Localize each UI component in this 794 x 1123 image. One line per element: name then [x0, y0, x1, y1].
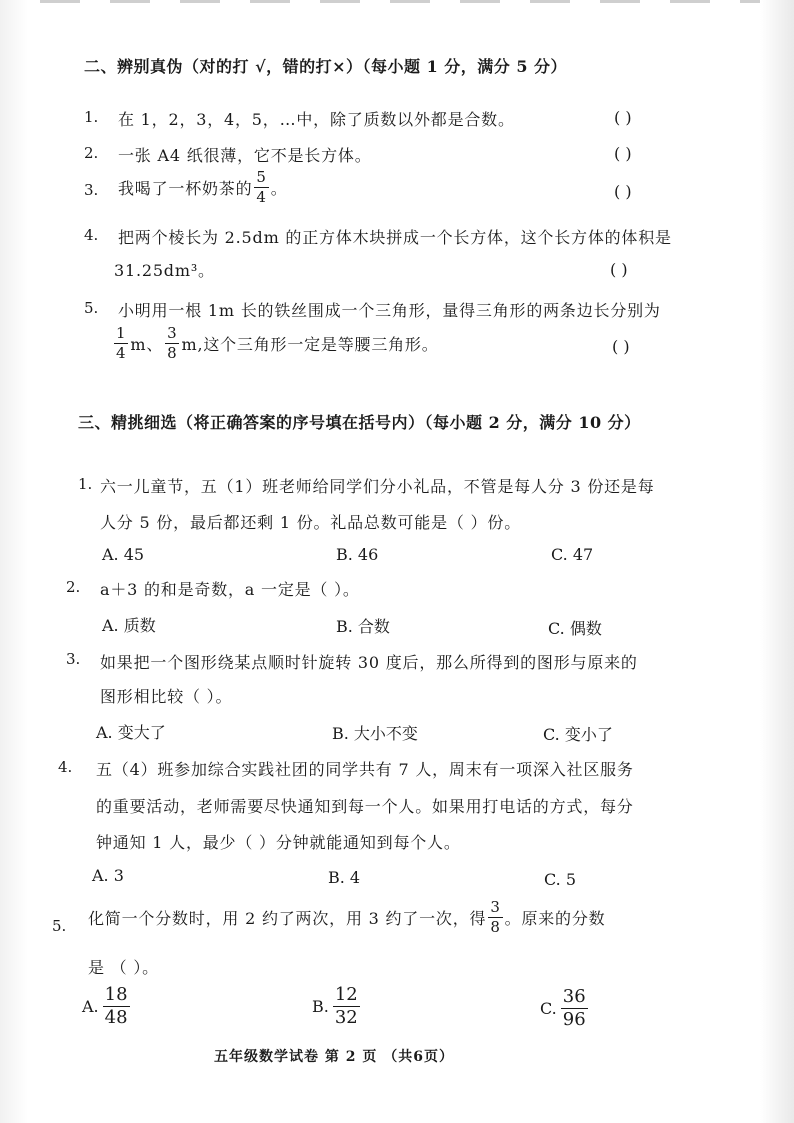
option-b[interactable]: [312, 986, 362, 1027]
question-text: 一张 A4 纸很薄，它不是长方体。: [118, 146, 372, 165]
fraction: [254, 170, 268, 205]
option-b[interactable]: B. 合数: [336, 617, 390, 636]
question-text-line2: 的重要活动，老师需要尽快通知到每一个人。如果用打电话的方式，每分: [96, 797, 634, 816]
option-label: A.: [82, 997, 99, 1016]
top-edge-marks: [40, 0, 760, 3]
question-text: 在 1，2，3，4，5，…中，除了质数以外都是合数。: [118, 110, 515, 129]
fraction-denominator: 8: [490, 918, 501, 936]
option-a[interactable]: A. 质数: [102, 616, 156, 635]
question-text-before: 化简一个分数时，用 2 约了两次，用 3 约了一次，得: [88, 909, 487, 928]
fraction: [114, 326, 128, 361]
fraction-denominator: 4: [116, 344, 127, 362]
answer-blank[interactable]: ( ): [614, 144, 632, 163]
option-a[interactable]: A. 3: [92, 866, 124, 885]
fraction-numerator: 36: [562, 986, 586, 1007]
fraction-denominator: 32: [334, 1007, 358, 1028]
fraction: [103, 986, 130, 1027]
fraction: [561, 988, 588, 1029]
question-number: 4.: [84, 226, 99, 244]
question-number: 4.: [58, 758, 73, 776]
question-text-line1: 小明用一根 1m 长的铁丝围成一个三角形，量得三角形的两条边长分别为: [118, 301, 661, 320]
option-c[interactable]: C. 47: [551, 545, 594, 564]
question-text-line2: [112, 326, 439, 361]
question-text-tail: m,这个三角形一定是等腰三角形。: [181, 335, 439, 354]
question-text-line2: 图形相比较（ ）。: [100, 687, 233, 706]
answer-blank[interactable]: ( ): [612, 337, 630, 356]
section-3-title: 三、精挑细选（将正确答案的序号填在括号内）（每小题 2 分，满分 10 分）: [78, 413, 641, 432]
fraction: [488, 900, 502, 935]
fraction-numerator: 5: [256, 168, 267, 186]
question-number: 1.: [78, 475, 93, 493]
question-text-mid: m、: [130, 335, 164, 354]
question-text-before: 我喝了一杯奶茶的: [118, 179, 253, 198]
option-a[interactable]: A. 45: [102, 545, 145, 564]
option-c[interactable]: C. 偶数: [548, 619, 602, 638]
option-c[interactable]: [540, 988, 590, 1029]
fraction-numerator: 12: [334, 984, 358, 1005]
question-text-line2: 是 （ ）。: [88, 958, 159, 977]
question-text-line1: 如果把一个图形绕某点顺时针旋转 30 度后，那么所得到的图形与原来的: [100, 653, 638, 672]
answer-blank[interactable]: ( ): [610, 260, 628, 279]
question-text-line1: 六一儿童节，五（1）班老师给同学们分小礼品，不管是每人分 3 份还是每: [100, 477, 655, 496]
fraction-denominator: 96: [562, 1009, 586, 1030]
question-text-after: 。原来的分数: [504, 909, 606, 928]
question-text-line2: 31.25dm³。: [114, 261, 215, 280]
fraction-denominator: 4: [256, 188, 267, 206]
question-number: 5.: [84, 299, 99, 317]
answer-blank[interactable]: ( ): [614, 108, 632, 127]
option-b[interactable]: B. 46: [336, 545, 379, 564]
fraction-numerator: 18: [104, 984, 128, 1005]
fraction: [165, 326, 179, 361]
question-number: 1.: [84, 108, 99, 126]
question-number: 5.: [52, 917, 67, 935]
option-label: C.: [540, 999, 557, 1018]
option-a[interactable]: [82, 986, 132, 1027]
option-label: B.: [312, 997, 329, 1016]
fraction: [333, 986, 360, 1027]
question-number: 2.: [66, 578, 81, 596]
option-b[interactable]: B. 大小不变: [332, 724, 418, 743]
option-a[interactable]: A. 变大了: [96, 723, 166, 742]
option-c[interactable]: C. 变小了: [543, 725, 613, 744]
fraction-denominator: 8: [167, 344, 178, 362]
question-text-line3: 钟通知 1 人，最少（ ）分钟就能通知到每个人。: [96, 833, 461, 852]
fraction-numerator: 1: [116, 324, 127, 342]
section-2-title: 二、辨别真伪（对的打 √，错的打×）（每小题 1 分，满分 5 分）: [84, 57, 568, 76]
question-text-line1: 五（4）班参加综合实践社团的同学共有 7 人，周末有一项深入社区服务: [96, 760, 634, 779]
fraction-numerator: 3: [490, 898, 501, 916]
question-number: 3.: [84, 181, 99, 199]
fraction-numerator: 3: [167, 324, 178, 342]
question-text-line1: 把两个棱长为 2.5dm 的正方体木块拼成一个长方体，这个长方体的体积是: [118, 228, 672, 247]
question-number: 3.: [66, 650, 81, 668]
question-text-line1: a＋3 的和是奇数，a 一定是（ ）。: [100, 580, 360, 599]
page-footer: 五年级数学试卷 第 2 页 （共6页）: [214, 1049, 454, 1065]
option-b[interactable]: B. 4: [328, 868, 361, 887]
question-number: 2.: [84, 144, 99, 162]
answer-blank[interactable]: ( ): [614, 182, 632, 201]
question-text-line2: 人分 5 份，最后都还剩 1 份。礼品总数可能是（ ）份。: [100, 513, 521, 532]
question-text-after: 。: [270, 179, 288, 198]
fraction-denominator: 48: [104, 1007, 128, 1028]
question-text-line1: [88, 900, 605, 935]
question-text: [118, 170, 288, 205]
option-c[interactable]: C. 5: [544, 870, 577, 889]
